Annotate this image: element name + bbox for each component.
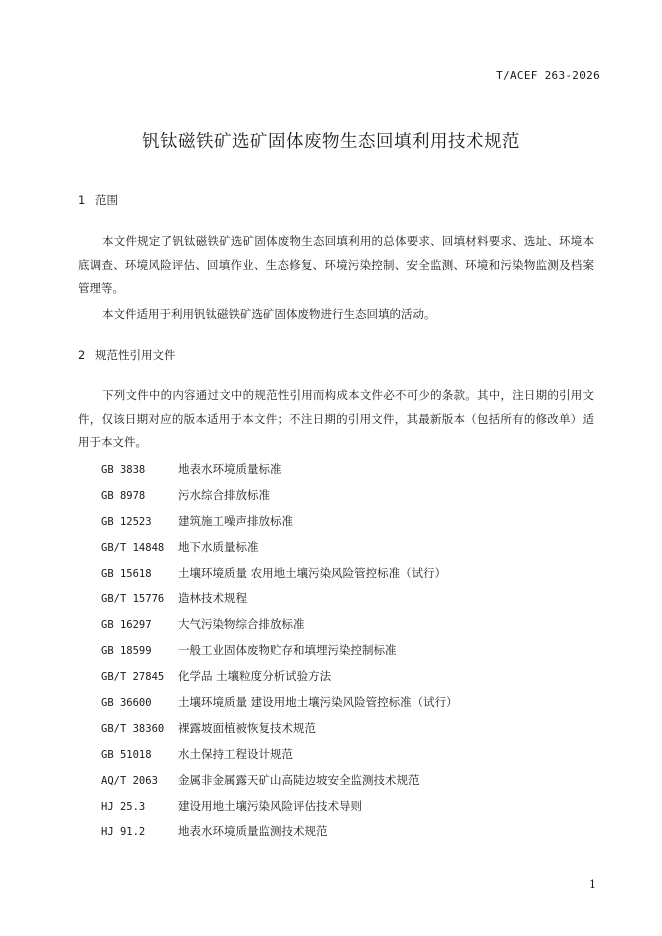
- reference-code: GB 18599: [101, 645, 152, 658]
- reference-code: GB 51018: [101, 748, 152, 761]
- section-number: 1: [78, 193, 86, 207]
- reference-item: [101, 565, 458, 591]
- reference-code: GB/T 38360: [101, 722, 165, 735]
- reference-title: 一般工业固体废物贮存和填埋污染控制标准: [178, 643, 397, 658]
- reference-code: GB 16297: [101, 619, 152, 632]
- reference-item: [101, 694, 458, 720]
- reference-title: 建筑施工噪声排放标准: [178, 513, 293, 528]
- reference-title: 地下水质量标准: [178, 539, 259, 554]
- reference-title: 大气污染物综合排放标准: [178, 617, 305, 632]
- document-title: 钒钛磁铁矿选矿固体废物生态回填利用技术规范: [142, 132, 520, 152]
- reference-title: 水土保持工程设计规范: [178, 746, 293, 761]
- section-heading-normative-references: [78, 347, 176, 363]
- reference-title: 土壤环境质量 建设用地土壤污染风险管控标准（试行）: [178, 695, 458, 710]
- reference-item: [101, 513, 458, 539]
- reference-item: [101, 798, 458, 824]
- reference-code: GB/T 15776: [101, 593, 165, 606]
- reference-code: GB 36600: [101, 697, 152, 710]
- reference-item: [101, 590, 458, 616]
- reference-item: [101, 720, 458, 746]
- reference-title: 金属非金属露天矿山高陡边坡安全监测技术规范: [178, 772, 420, 787]
- reference-title: 污水综合排放标准: [178, 487, 270, 502]
- section-heading-scope: [78, 192, 118, 208]
- section-title: 规范性引用文件: [95, 348, 176, 362]
- reference-list: [101, 461, 458, 849]
- document-code: T/ACEF 263-2026: [496, 69, 600, 82]
- reference-title: 化学品 土壤粒度分析试验方法: [178, 669, 332, 684]
- reference-code: HJ 25.3: [101, 800, 146, 813]
- reference-title: 地表水环境质量标准: [178, 462, 282, 476]
- reference-code: HJ 91.2: [101, 826, 146, 839]
- reference-code: GB 3838: [101, 464, 146, 476]
- reference-item: [101, 668, 458, 694]
- section-title: 范围: [95, 193, 118, 207]
- reference-code: GB 8978: [101, 489, 146, 502]
- reference-code: GB 15618: [101, 567, 152, 580]
- reference-title: 建设用地土壤污染风险评估技术导则: [178, 798, 362, 813]
- reference-item: [101, 772, 458, 798]
- reference-title: 造林技术规程: [178, 591, 247, 606]
- reference-item: [101, 642, 458, 668]
- reference-item: [101, 616, 458, 642]
- reference-item: [101, 487, 458, 513]
- reference-code: GB/T 14848: [101, 541, 165, 554]
- page-number: 1: [589, 878, 596, 891]
- reference-code: GB/T 27845: [101, 671, 165, 684]
- reference-item: [101, 539, 458, 565]
- reference-title: 土壤环境质量 农用地土壤污染风险管控标准（试行）: [178, 565, 447, 580]
- reference-code: AQ/T 2063: [101, 774, 158, 787]
- reference-title: 裸露坡面植被恢复技术规范: [178, 720, 316, 735]
- scope-paragraph-2: 本文件适用于利用钒钛磁铁矿选矿固体废物进行生态回填的活动。: [102, 307, 436, 321]
- reference-item: [101, 823, 458, 849]
- references-intro-paragraph: 下列文件中的内容通过文中的规范性引用而构成本文件必不可少的条款。其中，注日期的引用文件，仅该日期对应的版本适用于本文件；不注日期的引用文件，其最新版本（包括所有的修改单）适用于本文件。: [78, 388, 594, 449]
- section-number: 2: [78, 348, 86, 362]
- scope-paragraph-1: 本文件规定了钒钛磁铁矿选矿固体废物生态回填利用的总体要求、回填材料要求、选址、环境本底调查、环境风险评估、回填作业、生态修复、环境污染控制、安全监测、环境和污染物监测及档案管理等。: [78, 234, 594, 295]
- reference-item: [101, 746, 458, 772]
- reference-title: 地表水环境质量监测技术规范: [178, 824, 328, 839]
- reference-code: GB 12523: [101, 515, 152, 528]
- reference-item: [101, 461, 458, 487]
